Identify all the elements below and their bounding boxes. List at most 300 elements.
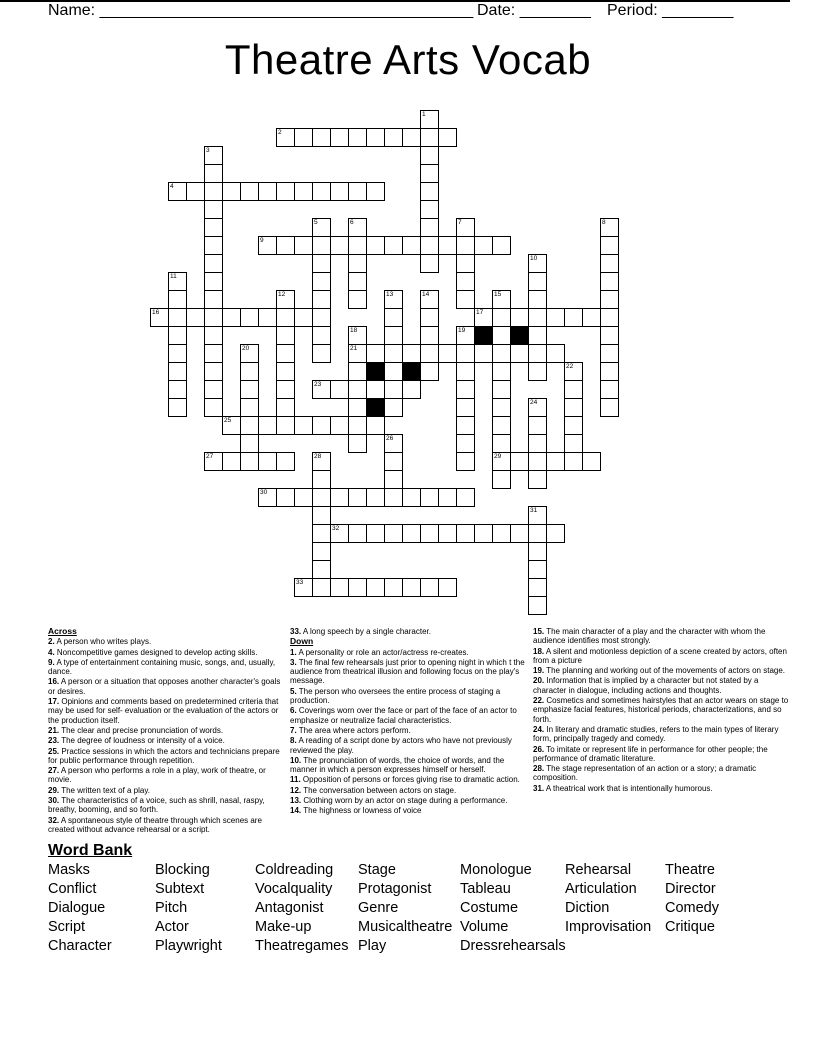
grid-cell[interactable] bbox=[546, 308, 565, 327]
grid-cell[interactable] bbox=[294, 416, 313, 435]
grid-cell[interactable] bbox=[276, 344, 295, 363]
grid-cell[interactable] bbox=[312, 326, 331, 345]
grid-cell[interactable] bbox=[600, 308, 619, 327]
grid-cell[interactable] bbox=[348, 344, 367, 363]
grid-cell[interactable] bbox=[420, 308, 439, 327]
grid-cell[interactable] bbox=[510, 308, 529, 327]
grid-cell[interactable] bbox=[492, 290, 511, 309]
grid-cell[interactable] bbox=[204, 272, 223, 291]
grid-cell[interactable] bbox=[528, 308, 547, 327]
grid-cell[interactable] bbox=[420, 524, 439, 543]
grid-cell[interactable] bbox=[420, 200, 439, 219]
grid-cell[interactable] bbox=[276, 128, 295, 147]
grid-cell[interactable] bbox=[204, 290, 223, 309]
grid-cell[interactable] bbox=[456, 524, 475, 543]
grid-cell[interactable] bbox=[204, 146, 223, 165]
word-bank-word: Blocking bbox=[155, 862, 210, 878]
grid-cell[interactable] bbox=[492, 452, 511, 471]
grid-cell[interactable] bbox=[528, 362, 547, 381]
date-field bbox=[477, 2, 591, 20]
grid-cell[interactable] bbox=[438, 344, 457, 363]
grid-cell[interactable] bbox=[600, 254, 619, 273]
grid-cell[interactable] bbox=[546, 344, 565, 363]
grid-cell[interactable] bbox=[600, 290, 619, 309]
grid-cell[interactable] bbox=[528, 344, 547, 363]
grid-cell[interactable] bbox=[420, 254, 439, 273]
grid-cell[interactable] bbox=[564, 398, 583, 417]
grid-cell[interactable] bbox=[456, 362, 475, 381]
grid-cell[interactable] bbox=[456, 236, 475, 255]
grid-cell[interactable] bbox=[420, 110, 439, 129]
word-bank-word: Conflict bbox=[48, 881, 97, 897]
grid-cell[interactable] bbox=[474, 524, 493, 543]
grid-cell[interactable] bbox=[294, 578, 313, 597]
grid-cell[interactable] bbox=[366, 416, 385, 435]
cell-number: 21 bbox=[350, 345, 358, 352]
grid-cell[interactable] bbox=[330, 416, 349, 435]
grid-cell[interactable] bbox=[276, 488, 295, 507]
grid-cell[interactable] bbox=[528, 398, 547, 417]
grid-cell[interactable] bbox=[276, 236, 295, 255]
grid-cell[interactable] bbox=[222, 308, 241, 327]
grid-cell[interactable] bbox=[402, 524, 421, 543]
grid-cell[interactable] bbox=[384, 362, 403, 381]
grid-cell[interactable] bbox=[204, 200, 223, 219]
grid-cell[interactable] bbox=[312, 308, 331, 327]
word-bank-word: Volume bbox=[460, 919, 509, 935]
grid-cell[interactable] bbox=[240, 344, 259, 363]
grid-cell[interactable] bbox=[240, 452, 259, 471]
grid-cell[interactable] bbox=[366, 128, 385, 147]
grid-cell[interactable] bbox=[456, 254, 475, 273]
clue-27: 27. A person who performs a role in a play, work of theatre, or movie. bbox=[48, 766, 266, 785]
grid-cell[interactable] bbox=[510, 524, 529, 543]
grid-cell[interactable] bbox=[402, 578, 421, 597]
grid-cell[interactable] bbox=[402, 128, 421, 147]
cell-number: 19 bbox=[458, 327, 466, 334]
grid-cell[interactable] bbox=[312, 182, 331, 201]
name-label: Name: bbox=[48, 2, 96, 19]
grid-cell[interactable] bbox=[348, 182, 367, 201]
grid-cell[interactable] bbox=[168, 272, 187, 291]
grid-cell[interactable] bbox=[438, 578, 457, 597]
grid-cell[interactable] bbox=[348, 362, 367, 381]
grid-cell[interactable] bbox=[600, 362, 619, 381]
grid-cell[interactable] bbox=[330, 236, 349, 255]
grid-cell[interactable] bbox=[402, 344, 421, 363]
word-bank-word: Masks bbox=[48, 862, 90, 878]
grid-cell[interactable] bbox=[384, 326, 403, 345]
grid-cell[interactable] bbox=[492, 398, 511, 417]
grid-cell[interactable] bbox=[312, 290, 331, 309]
grid-cell[interactable] bbox=[528, 524, 547, 543]
grid-cell[interactable] bbox=[546, 524, 565, 543]
grid-cell[interactable] bbox=[420, 236, 439, 255]
grid-cell[interactable] bbox=[348, 128, 367, 147]
grid-cell[interactable] bbox=[312, 524, 331, 543]
grid-cell[interactable] bbox=[150, 308, 169, 327]
grid-cell[interactable] bbox=[204, 308, 223, 327]
grid-cell[interactable] bbox=[456, 398, 475, 417]
grid-cell[interactable] bbox=[312, 218, 331, 237]
grid-cell[interactable] bbox=[168, 182, 187, 201]
page-title: Theatre Arts Vocab bbox=[224, 36, 592, 83]
grid-cell[interactable] bbox=[186, 308, 205, 327]
cell-number: 29 bbox=[494, 453, 502, 460]
name-blank-line[interactable]: __________________________________________ bbox=[99, 2, 474, 19]
grid-cell[interactable] bbox=[384, 452, 403, 471]
grid-cell[interactable] bbox=[222, 182, 241, 201]
grid-cell[interactable] bbox=[312, 578, 331, 597]
grid-cell[interactable] bbox=[600, 380, 619, 399]
grid-cell[interactable] bbox=[492, 524, 511, 543]
grid-cell[interactable] bbox=[474, 308, 493, 327]
date-blank-line[interactable]: ________ bbox=[519, 2, 591, 19]
grid-cell[interactable] bbox=[240, 434, 259, 453]
grid-cell[interactable] bbox=[204, 182, 223, 201]
grid-cell[interactable] bbox=[348, 326, 367, 345]
grid-cell[interactable] bbox=[330, 380, 349, 399]
grid-cell[interactable] bbox=[168, 344, 187, 363]
grid-cell[interactable] bbox=[456, 416, 475, 435]
word-bank-word: Articulation bbox=[565, 881, 637, 897]
cell-number: 25 bbox=[224, 417, 232, 424]
grid-cell[interactable] bbox=[276, 362, 295, 381]
cell-number: 8 bbox=[602, 219, 606, 226]
grid-cell[interactable] bbox=[456, 380, 475, 399]
grid-cell[interactable] bbox=[420, 182, 439, 201]
grid-cell[interactable] bbox=[204, 164, 223, 183]
grid-cell[interactable] bbox=[168, 308, 187, 327]
word-bank-word: Comedy bbox=[665, 900, 719, 916]
grid-cell[interactable] bbox=[330, 182, 349, 201]
grid-cell[interactable] bbox=[276, 326, 295, 345]
grid-cell[interactable] bbox=[204, 326, 223, 345]
period-field bbox=[607, 2, 733, 20]
grid-cell[interactable] bbox=[564, 362, 583, 381]
clue-number: 32. bbox=[48, 815, 60, 825]
grid-cell[interactable] bbox=[492, 380, 511, 399]
grid-cell[interactable] bbox=[348, 380, 367, 399]
grid-cell[interactable] bbox=[366, 236, 385, 255]
period-blank-line[interactable]: ________ bbox=[662, 2, 734, 19]
grid-cell[interactable] bbox=[348, 290, 367, 309]
grid-cell[interactable] bbox=[492, 308, 511, 327]
grid-cell[interactable] bbox=[222, 452, 241, 471]
word-bank-word: Rehearsal bbox=[565, 862, 632, 878]
grid-cell[interactable] bbox=[294, 236, 313, 255]
grid-cell[interactable] bbox=[330, 578, 349, 597]
grid-cell[interactable] bbox=[330, 488, 349, 507]
grid-cell[interactable] bbox=[564, 452, 583, 471]
grid-cell[interactable] bbox=[492, 344, 511, 363]
grid-cell[interactable] bbox=[384, 290, 403, 309]
grid-cell[interactable] bbox=[420, 146, 439, 165]
grid-cell[interactable] bbox=[384, 578, 403, 597]
grid-cell[interactable] bbox=[168, 380, 187, 399]
grid-cell[interactable] bbox=[420, 362, 439, 381]
grid-cell[interactable] bbox=[402, 488, 421, 507]
grid-cell[interactable] bbox=[168, 398, 187, 417]
grid-cell[interactable] bbox=[276, 380, 295, 399]
grid-cell[interactable] bbox=[492, 416, 511, 435]
grid-cell[interactable] bbox=[456, 344, 475, 363]
grid-cell[interactable] bbox=[366, 578, 385, 597]
cell-number: 11 bbox=[170, 273, 177, 280]
grid-cell[interactable] bbox=[528, 254, 547, 273]
grid-cell[interactable] bbox=[384, 398, 403, 417]
grid-cell[interactable] bbox=[348, 434, 367, 453]
grid-cell[interactable] bbox=[168, 290, 187, 309]
grid-cell[interactable] bbox=[456, 290, 475, 309]
grid-cell[interactable] bbox=[348, 398, 367, 417]
grid-cell[interactable] bbox=[240, 380, 259, 399]
grid-cell[interactable] bbox=[204, 452, 223, 471]
grid-cell[interactable] bbox=[456, 272, 475, 291]
word-bank-word: Pitch bbox=[155, 900, 188, 916]
period-label: Period: bbox=[607, 2, 658, 19]
cell-number: 14 bbox=[422, 291, 430, 298]
grid-cell[interactable] bbox=[420, 290, 439, 309]
header bbox=[0, 2, 816, 26]
word-bank-word: Playwright bbox=[155, 938, 222, 954]
grid-cell[interactable] bbox=[492, 470, 511, 489]
clue-number: 2. bbox=[48, 637, 55, 647]
grid-cell[interactable] bbox=[240, 416, 259, 435]
grid-cell[interactable] bbox=[510, 344, 529, 363]
grid-cell[interactable] bbox=[474, 344, 493, 363]
cell-number: 24 bbox=[530, 399, 538, 406]
black-cell bbox=[366, 362, 385, 381]
grid-cell[interactable] bbox=[204, 362, 223, 381]
grid-cell[interactable] bbox=[384, 236, 403, 255]
grid-cell[interactable] bbox=[420, 344, 439, 363]
grid-cell[interactable] bbox=[240, 182, 259, 201]
grid-cell[interactable] bbox=[312, 542, 331, 561]
word-bank-word: Dressrehearsals bbox=[460, 938, 566, 954]
clue-24: 24. In literary and dramatic studies, refers to the main types of literary form, principally tragedy and comedy. bbox=[533, 724, 779, 744]
grid-cell[interactable] bbox=[528, 560, 547, 579]
grid-cell[interactable] bbox=[276, 290, 295, 309]
grid-cell[interactable] bbox=[528, 542, 547, 561]
grid-cell[interactable] bbox=[366, 380, 385, 399]
grid-cell[interactable] bbox=[564, 434, 583, 453]
grid-cell[interactable] bbox=[528, 506, 547, 525]
grid-cell[interactable] bbox=[348, 524, 367, 543]
grid-cell[interactable] bbox=[420, 488, 439, 507]
grid-cell[interactable] bbox=[528, 470, 547, 489]
black-cell bbox=[474, 326, 493, 345]
grid-cell[interactable] bbox=[240, 398, 259, 417]
grid-cell[interactable] bbox=[384, 488, 403, 507]
clue-number: 24. bbox=[533, 724, 545, 734]
grid-cell[interactable] bbox=[582, 452, 601, 471]
grid-cell[interactable] bbox=[294, 488, 313, 507]
grid-cell[interactable] bbox=[276, 416, 295, 435]
clues-column-2 bbox=[290, 627, 529, 817]
grid-cell[interactable] bbox=[528, 326, 547, 345]
grid-cell[interactable] bbox=[240, 362, 259, 381]
grid-cell[interactable] bbox=[528, 578, 547, 597]
grid-cell[interactable] bbox=[348, 272, 367, 291]
clue-number: 4. bbox=[48, 647, 55, 657]
grid-cell[interactable] bbox=[258, 452, 277, 471]
grid-cell[interactable] bbox=[438, 128, 457, 147]
grid-cell[interactable] bbox=[330, 128, 349, 147]
grid-cell[interactable] bbox=[438, 524, 457, 543]
grid-cell[interactable] bbox=[600, 326, 619, 345]
grid-cell[interactable] bbox=[204, 380, 223, 399]
grid-cell[interactable] bbox=[420, 326, 439, 345]
grid-cell[interactable] bbox=[258, 308, 277, 327]
clue-number: 5. bbox=[290, 686, 297, 696]
grid-cell[interactable] bbox=[528, 452, 547, 471]
grid-cell[interactable] bbox=[312, 488, 331, 507]
grid-cell[interactable] bbox=[348, 254, 367, 273]
grid-cell[interactable] bbox=[330, 524, 349, 543]
grid-cell[interactable] bbox=[456, 218, 475, 237]
grid-cell[interactable] bbox=[384, 470, 403, 489]
grid-cell[interactable] bbox=[600, 344, 619, 363]
grid-cell[interactable] bbox=[474, 236, 493, 255]
grid-cell[interactable] bbox=[564, 416, 583, 435]
grid-cell[interactable] bbox=[348, 236, 367, 255]
grid-cell[interactable] bbox=[312, 560, 331, 579]
grid-cell[interactable] bbox=[528, 596, 547, 615]
grid-cell[interactable] bbox=[492, 236, 511, 255]
grid-cell[interactable] bbox=[600, 398, 619, 417]
grid-cell[interactable] bbox=[312, 380, 331, 399]
grid-cell[interactable] bbox=[492, 362, 511, 381]
word-bank-word: Stage bbox=[358, 862, 396, 878]
grid-cell[interactable] bbox=[312, 416, 331, 435]
clue-number: 27. bbox=[48, 766, 60, 776]
grid-cell[interactable] bbox=[528, 272, 547, 291]
grid-cell[interactable] bbox=[438, 236, 457, 255]
grid-cell[interactable] bbox=[420, 128, 439, 147]
grid-cell[interactable] bbox=[294, 182, 313, 201]
grid-cell[interactable] bbox=[528, 416, 547, 435]
word-bank-word: Play bbox=[358, 938, 387, 954]
grid-cell[interactable] bbox=[258, 182, 277, 201]
grid-cell[interactable] bbox=[312, 452, 331, 471]
grid-cell[interactable] bbox=[276, 452, 295, 471]
grid-cell[interactable] bbox=[420, 164, 439, 183]
grid-cell[interactable] bbox=[366, 182, 385, 201]
grid-cell[interactable] bbox=[438, 488, 457, 507]
grid-cell[interactable] bbox=[456, 434, 475, 453]
grid-cell[interactable] bbox=[402, 380, 421, 399]
clue-number: 29. bbox=[48, 785, 60, 795]
grid-cell[interactable] bbox=[402, 236, 421, 255]
grid-cell[interactable] bbox=[384, 524, 403, 543]
word-bank-word: Dialogue bbox=[48, 900, 106, 916]
grid-cell[interactable] bbox=[384, 344, 403, 363]
grid-cell[interactable] bbox=[366, 524, 385, 543]
cell-number: 17 bbox=[476, 309, 484, 316]
black-cell bbox=[402, 362, 421, 381]
grid-cell[interactable] bbox=[204, 344, 223, 363]
grid-cell[interactable] bbox=[582, 308, 601, 327]
grid-cell[interactable] bbox=[258, 488, 277, 507]
grid-cell[interactable] bbox=[600, 236, 619, 255]
word-bank-word: Subtext bbox=[155, 881, 205, 897]
clue-number: 19. bbox=[533, 666, 545, 676]
grid-cell[interactable] bbox=[258, 416, 277, 435]
grid-cell[interactable] bbox=[510, 452, 529, 471]
grid-cell[interactable] bbox=[456, 452, 475, 471]
grid-cell[interactable] bbox=[348, 488, 367, 507]
grid-cell[interactable] bbox=[240, 308, 259, 327]
grid-cell[interactable] bbox=[312, 506, 331, 525]
grid-cell[interactable] bbox=[366, 344, 385, 363]
grid-cell[interactable] bbox=[312, 470, 331, 489]
grid-cell[interactable] bbox=[168, 326, 187, 345]
grid-cell[interactable] bbox=[492, 434, 511, 453]
grid-cell[interactable] bbox=[204, 398, 223, 417]
grid-cell[interactable] bbox=[258, 236, 277, 255]
grid-cell[interactable] bbox=[546, 452, 565, 471]
grid-cell[interactable] bbox=[204, 236, 223, 255]
grid-cell[interactable] bbox=[456, 488, 475, 507]
grid-cell[interactable] bbox=[456, 326, 475, 345]
grid-cell[interactable] bbox=[600, 218, 619, 237]
word-bank-word: Diction bbox=[565, 900, 610, 916]
clue-33: 33. A long speech by a single character. bbox=[290, 627, 431, 636]
grid-cell[interactable] bbox=[366, 488, 385, 507]
clue-number: 12. bbox=[290, 785, 302, 795]
grid-cell[interactable] bbox=[294, 128, 313, 147]
grid-cell[interactable] bbox=[168, 362, 187, 381]
grid-cell[interactable] bbox=[384, 380, 403, 399]
grid-cell[interactable] bbox=[420, 578, 439, 597]
word-bank-word: Monologue bbox=[460, 862, 532, 878]
clue-number: 25. bbox=[48, 746, 60, 756]
grid-cell[interactable] bbox=[348, 416, 367, 435]
grid-cell[interactable] bbox=[276, 182, 295, 201]
cell-number: 18 bbox=[350, 327, 358, 334]
grid-cell[interactable] bbox=[204, 254, 223, 273]
grid-cell[interactable] bbox=[492, 326, 511, 345]
grid-cell[interactable] bbox=[312, 272, 331, 291]
grid-cell[interactable] bbox=[528, 290, 547, 309]
grid-cell[interactable] bbox=[312, 236, 331, 255]
grid-cell[interactable] bbox=[348, 578, 367, 597]
cell-number: 13 bbox=[386, 291, 394, 298]
grid-cell[interactable] bbox=[312, 254, 331, 273]
grid-cell[interactable] bbox=[312, 128, 331, 147]
grid-cell[interactable] bbox=[204, 218, 223, 237]
grid-cell[interactable] bbox=[276, 398, 295, 417]
grid-cell[interactable] bbox=[564, 380, 583, 399]
cell-number: 4 bbox=[170, 183, 174, 190]
grid-cell[interactable] bbox=[384, 128, 403, 147]
grid-cell[interactable] bbox=[384, 308, 403, 327]
grid-cell[interactable] bbox=[564, 308, 583, 327]
grid-cell[interactable] bbox=[294, 308, 313, 327]
grid-cell[interactable] bbox=[600, 272, 619, 291]
grid-cell[interactable] bbox=[276, 308, 295, 327]
grid-cell[interactable] bbox=[186, 182, 205, 201]
grid-cell[interactable] bbox=[420, 218, 439, 237]
grid-cell[interactable] bbox=[348, 218, 367, 237]
grid-cell[interactable] bbox=[222, 416, 241, 435]
grid-cell[interactable] bbox=[312, 344, 331, 363]
grid-cell[interactable] bbox=[384, 434, 403, 453]
word-bank-word: Musicaltheatre bbox=[358, 919, 453, 935]
grid-cell[interactable] bbox=[528, 434, 547, 453]
cell-number: 1 bbox=[422, 111, 426, 118]
